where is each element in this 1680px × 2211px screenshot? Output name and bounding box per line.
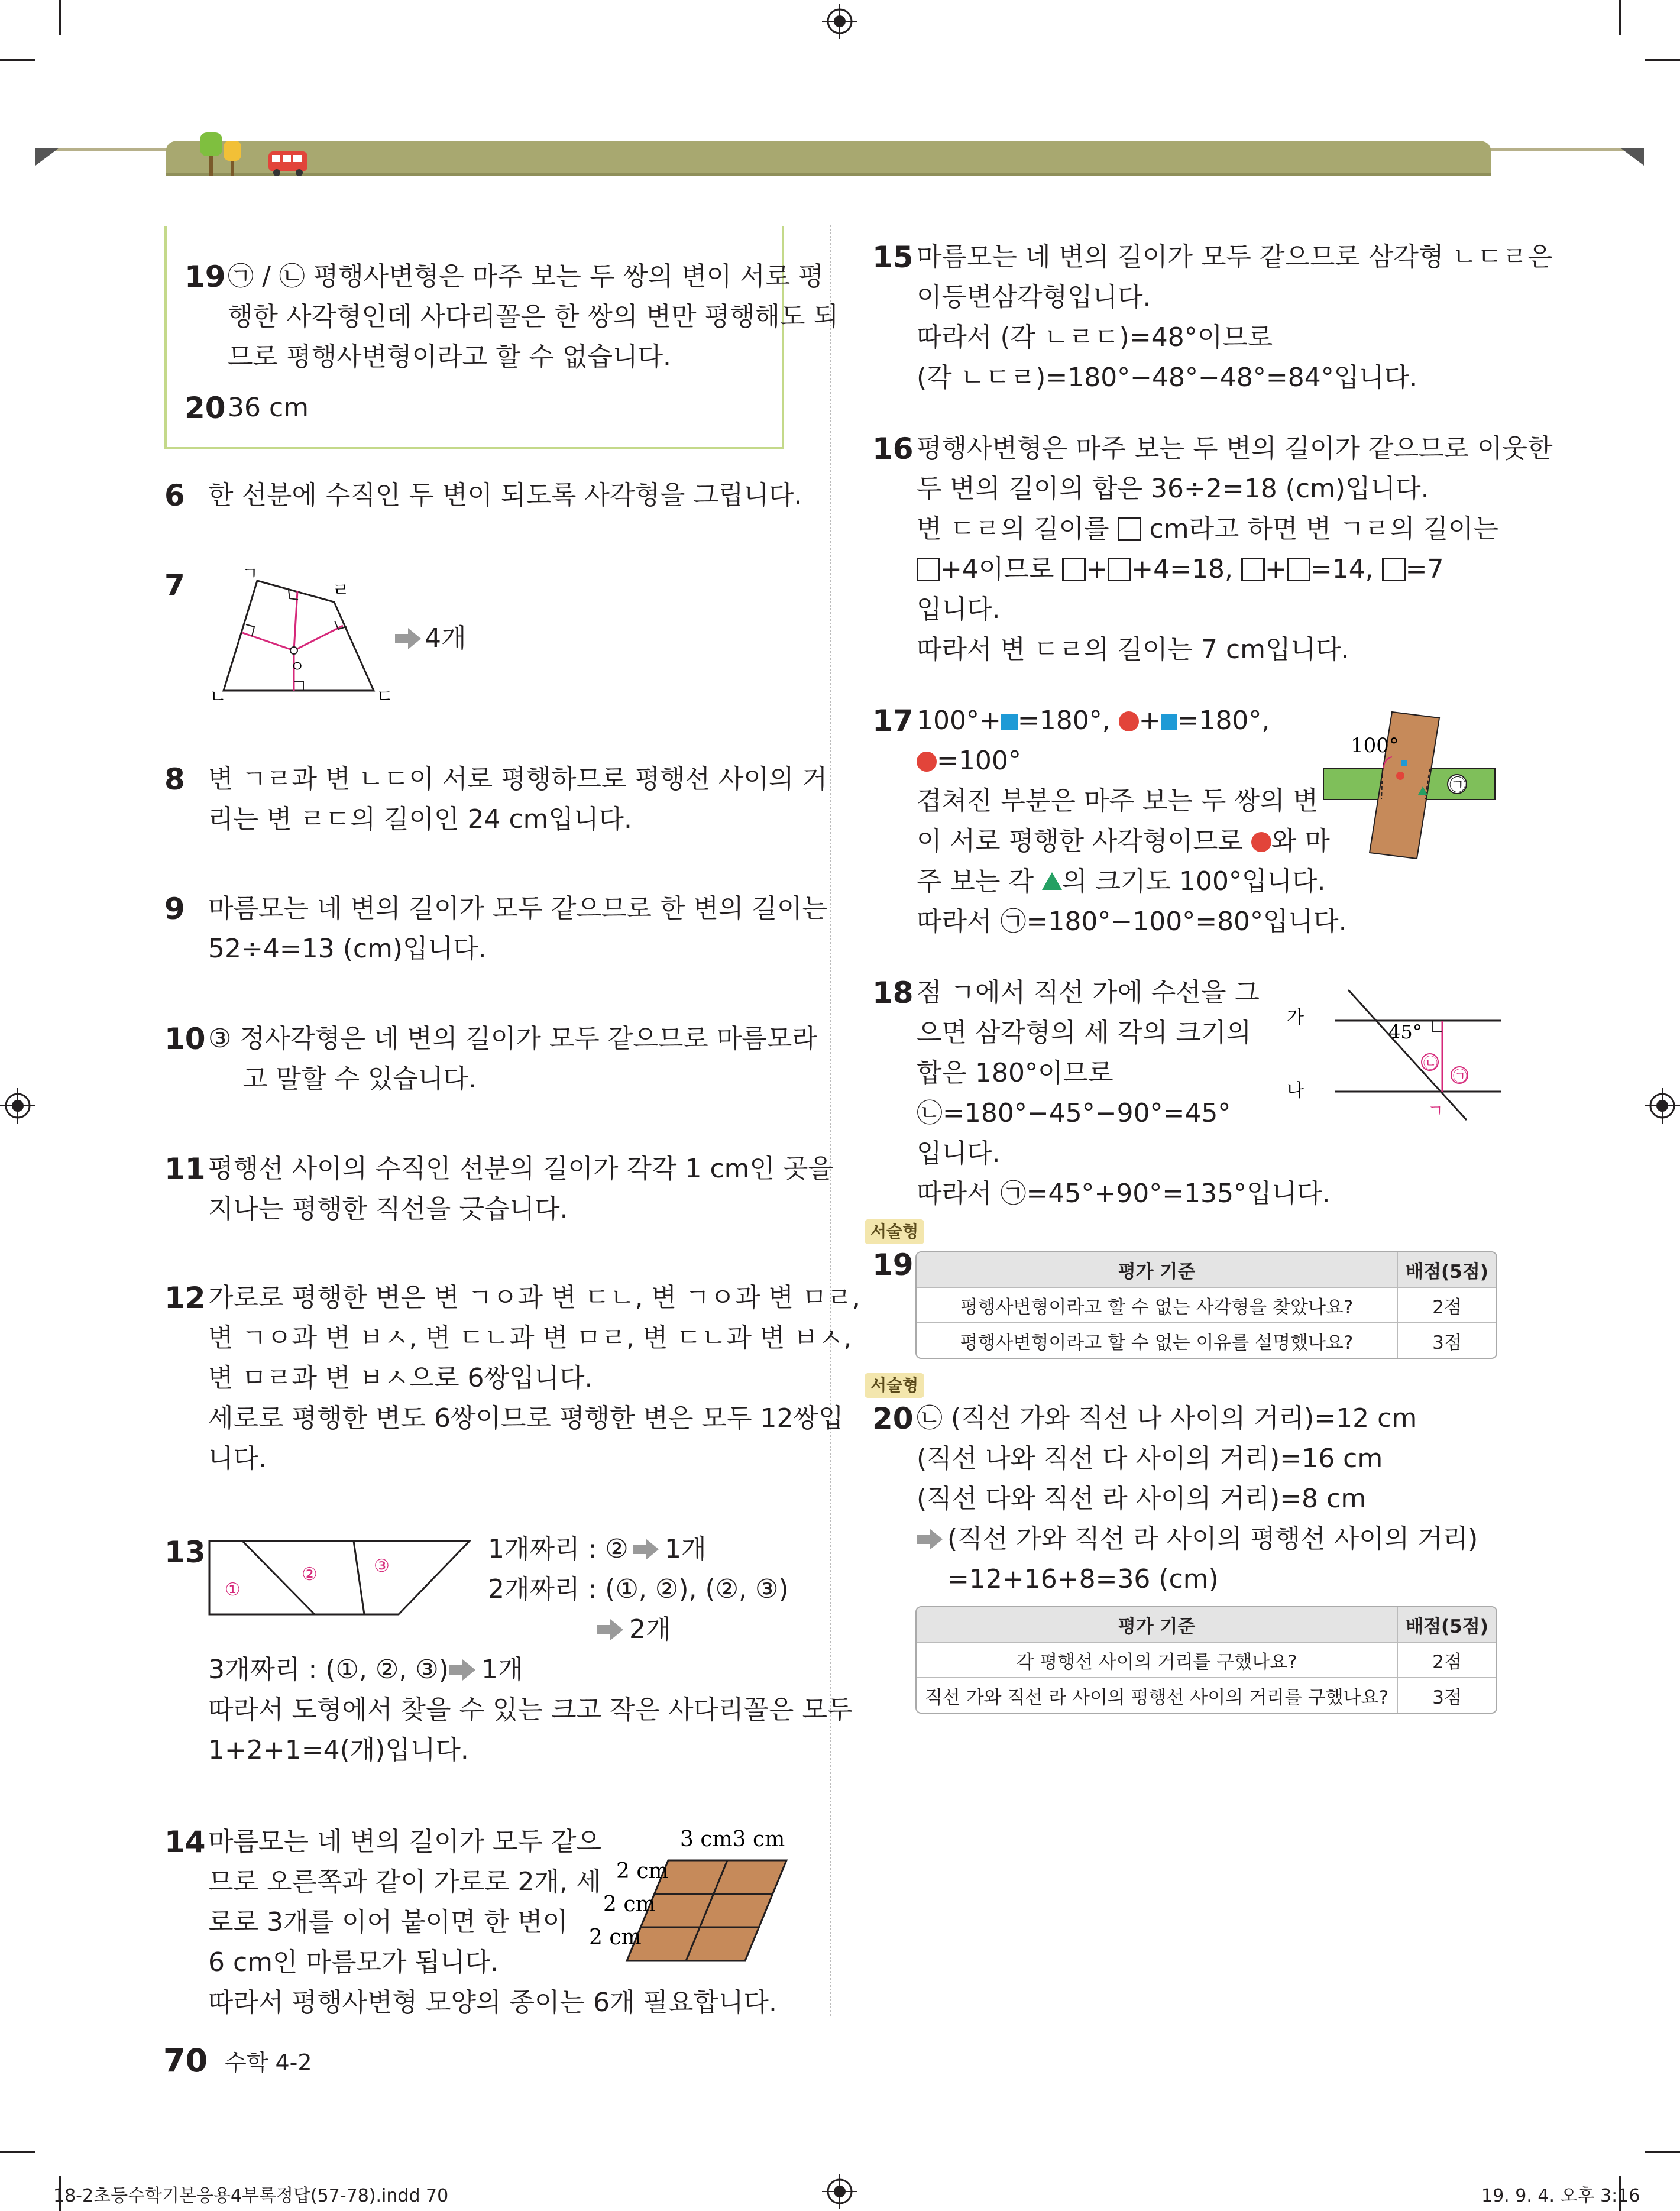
red-circle-icon xyxy=(1251,832,1271,852)
answer-line: ㉡=180°−45°−90°=45° xyxy=(917,1098,1231,1128)
answer-line: 므로 오른쪽과 같이 가로로 2개, 세 xyxy=(208,1867,601,1897)
answer-line: 지나는 평행한 직선을 긋습니다. xyxy=(208,1194,568,1224)
answer-line: 마름모는 네 변의 길이가 모두 같으므로 삼각형 ㄴㄷㄹ은 xyxy=(917,242,1553,272)
answer-line: =12+16+8=36 (cm) xyxy=(947,1564,1219,1594)
question-number: 13 xyxy=(164,1535,206,1569)
question-number: 7 xyxy=(164,568,185,603)
question-number: 8 xyxy=(164,762,185,797)
answer-line: 가로로 평행한 변은 변 ㄱㅇ과 변 ㄷㄴ, 변 ㄱㅇ과 변 ㅁㄹ, xyxy=(208,1283,860,1313)
question-number: 17 xyxy=(872,704,914,738)
question-number: 6 xyxy=(164,478,185,513)
figure-label: 45° xyxy=(1388,1021,1422,1043)
table-row: 평행사변형이라고 할 수 없는 사각형을 찾았나요? 2점 xyxy=(917,1287,1496,1322)
registration-mark-icon xyxy=(1645,1088,1680,1124)
essay-badge: 서술형 xyxy=(865,1219,924,1244)
trapezoid-figure xyxy=(207,1534,473,1623)
answer-line: 2개 xyxy=(629,1614,671,1645)
crossed-strips-figure xyxy=(1320,707,1497,862)
figure-label: ㉠ xyxy=(1453,1068,1467,1085)
blank-box-icon xyxy=(1382,558,1406,581)
answer-line: 주 보는 각 의 크기도 100°입니다. xyxy=(917,866,1326,896)
question-number: 15 xyxy=(872,240,914,274)
answer-line: 변 ㄱㅇ과 변 ㅂㅅ, 변 ㄷㄴ과 변 ㅁㄹ, 변 ㄷㄴ과 변 ㅂㅅ, xyxy=(208,1323,852,1353)
answer-line: 1개 xyxy=(481,1655,523,1685)
arrow-right-icon xyxy=(597,1619,623,1640)
answer-line: 2개짜리 : (①, ②), (②, ③) xyxy=(488,1574,789,1604)
crop-mark xyxy=(1619,0,1621,35)
answer-line: 고 말할 수 있습니다. xyxy=(242,1064,477,1094)
answer-line: 6 cm인 마름모가 됩니다. xyxy=(208,1947,499,1977)
figure-label: ③ xyxy=(374,1556,390,1576)
scoring-table xyxy=(915,1606,1497,1714)
answer-line: 합은 180°이므로 xyxy=(917,1058,1113,1088)
essay-badge: 서술형 xyxy=(865,1373,924,1398)
answer-line: ③ 정사각형은 네 변의 길이가 모두 같으므로 마름모라 xyxy=(208,1024,817,1054)
answer-line: 4개 xyxy=(425,623,467,653)
column-divider xyxy=(830,225,831,2016)
blank-box-icon xyxy=(1287,558,1310,581)
answer-line: 로로 3개를 이어 붙이면 한 변이 xyxy=(208,1907,568,1937)
answer-line: 한 선분에 수직인 두 변이 되도록 사각형을 그립니다. xyxy=(208,480,802,510)
red-circle-icon xyxy=(1119,711,1139,731)
answer-line: 따라서 평행사변형 모양의 종이는 6개 필요합니다. xyxy=(208,1987,777,2018)
answer-line: (각 ㄴㄷㄹ)=180°−48°−48°=84°입니다. xyxy=(917,362,1418,393)
answer-line: 평행사변형은 마주 보는 두 변의 길이가 같으므로 이웃한 xyxy=(917,433,1553,464)
answer-line: =100° xyxy=(917,740,1021,782)
figure-label: 3 cm3 cm xyxy=(680,1827,785,1851)
answer-line: 변 ㅁㄹ과 변 ㅂㅅ으로 6쌍입니다. xyxy=(208,1363,593,1393)
blank-box-icon xyxy=(1062,558,1086,581)
blue-square-icon xyxy=(1161,714,1177,730)
tree-icon xyxy=(194,127,259,177)
answer-line: (직선 다와 직선 라 사이의 거리)=8 cm xyxy=(917,1484,1367,1514)
green-triangle-icon xyxy=(1042,872,1062,890)
table-header: 평가 기준 배점(5점) xyxy=(917,1607,1496,1642)
answer-line: +4이므로 + +4=18, + =14, =7 xyxy=(917,549,1444,590)
blank-box-icon xyxy=(1241,558,1265,581)
table-row: 직선 가와 직선 라 사이의 평행선 사이의 거리를 구했나요? 3점 xyxy=(917,1677,1496,1713)
question-number: 14 xyxy=(164,1825,206,1859)
question-number: 19 xyxy=(184,260,226,294)
blank-box-icon xyxy=(1108,558,1131,581)
question-number: 19 xyxy=(872,1248,914,1282)
question-number: 16 xyxy=(872,432,914,466)
figure-label: 가 xyxy=(1287,1007,1304,1028)
figure-label: ㄴ xyxy=(209,687,226,704)
answer-line: 이 서로 평행한 사각형이므로 와 마 xyxy=(917,826,1331,856)
question-number: 10 xyxy=(164,1022,206,1056)
answer-line: 52÷4=13 (cm)입니다. xyxy=(208,934,487,964)
answer-line: 따라서 ㉠=180°−100°=80°입니다. xyxy=(917,907,1347,937)
footer-file-info: 18-2초등수학기본응용4부록정답(57-78).indd 70 xyxy=(53,2186,449,2206)
arrow-right-icon xyxy=(633,1539,659,1560)
question-number: 9 xyxy=(164,892,185,926)
red-circle-icon xyxy=(917,752,937,772)
scoring-table xyxy=(915,1251,1497,1359)
answer-line: 행한 사각형인데 사다리꼴은 한 쌍의 변만 평행해도 되 xyxy=(228,302,839,332)
figure-label: ㄱ xyxy=(1427,1101,1444,1121)
quadrilateral-figure xyxy=(201,568,396,704)
arrow-right-icon xyxy=(449,1659,475,1681)
answer-line: 36 cm xyxy=(228,393,309,423)
answer-line: 므로 평행사변형이라고 할 수 없습니다. xyxy=(228,342,671,372)
figure-label: 나 xyxy=(1287,1080,1304,1101)
question-number: 18 xyxy=(872,976,914,1010)
arrow-right-icon xyxy=(917,1529,943,1550)
table-row: 각 평행선 사이의 거리를 구했나요? 2점 xyxy=(917,1642,1496,1677)
answer-line: 겹쳐진 부분은 마주 보는 두 쌍의 변 xyxy=(917,786,1318,816)
figure-label: ㄱ xyxy=(241,568,258,584)
bus-icon xyxy=(267,149,310,177)
question-number: 12 xyxy=(164,1281,206,1315)
registration-mark-icon xyxy=(822,4,857,39)
answer-line: 따라서 (각 ㄴㄹㄷ)=48°이므로 xyxy=(917,322,1273,352)
figure-label: ㉡ xyxy=(1423,1055,1438,1071)
answer-line: 마름모는 네 변의 길이가 모두 같으므로 한 변의 길이는 xyxy=(208,894,827,924)
crop-mark xyxy=(0,2151,35,2153)
figure-label: 2 cm xyxy=(616,1859,669,1883)
footer-timestamp: 19. 9. 4. 오후 3:16 xyxy=(1481,2186,1640,2206)
answer-line: 마름모는 네 변의 길이가 모두 같으 xyxy=(208,1827,601,1857)
parallelogram-figure xyxy=(580,1825,792,1967)
parallel-lines-figure xyxy=(1282,982,1501,1124)
answer-line: 따라서 ㉠=45°+90°=135°입니다. xyxy=(917,1179,1331,1209)
answer-line: 으면 삼각형의 세 각의 크기의 xyxy=(917,1018,1251,1048)
answer-line: 두 변의 길이의 합은 36÷2=18 (cm)입니다. xyxy=(917,474,1429,504)
question-number: 11 xyxy=(164,1152,206,1186)
blank-box-icon xyxy=(917,558,940,581)
answer-line: 리는 변 ㄹㄷ의 길이인 24 cm입니다. xyxy=(208,804,633,834)
answer-line: 1+2+1=4(개)입니다. xyxy=(208,1735,469,1765)
crop-mark xyxy=(59,0,61,35)
blue-square-icon xyxy=(1001,714,1018,730)
registration-mark-icon xyxy=(822,2174,857,2209)
answer-line: 니다. xyxy=(208,1443,267,1474)
answer-line: ㉡ (직선 가와 직선 나 사이의 거리)=12 cm xyxy=(917,1403,1417,1433)
page-number: 70 xyxy=(163,2042,208,2079)
answer-line: 입니다. xyxy=(917,1138,1001,1168)
figure-label: ② xyxy=(302,1564,318,1585)
table-header: 평가 기준 배점(5점) xyxy=(917,1252,1496,1287)
question-number: 20 xyxy=(184,391,226,425)
figure-label: 2 cm xyxy=(589,1925,642,1950)
answer-line: (직선 나와 직선 다 사이의 거리)=16 cm xyxy=(917,1443,1383,1474)
registration-mark-icon xyxy=(0,1088,35,1124)
answer-line: ㉠ / ㉡ 평행사변형은 마주 보는 두 쌍의 변이 서로 평 xyxy=(228,261,824,292)
figure-label: ① xyxy=(225,1579,241,1600)
arrow-right-icon xyxy=(395,628,421,649)
table-row: 평행사변형이라고 할 수 없는 이유를 설명했나요? 3점 xyxy=(917,1322,1496,1358)
answer-line: 1개 xyxy=(665,1534,707,1564)
answer-line: 점 ㄱ에서 직선 가에 수선을 그 xyxy=(917,977,1260,1008)
figure-label: ㄹ xyxy=(332,580,349,601)
answer-line: 이등변삼각형입니다. xyxy=(917,282,1151,312)
figure-label: 2 cm xyxy=(603,1892,656,1917)
crop-mark xyxy=(1645,2151,1680,2153)
crop-mark xyxy=(1645,59,1680,61)
answer-line: 따라서 변 ㄷㄹ의 길이는 7 cm입니다. xyxy=(917,635,1349,665)
page-subject: 수학 4-2 xyxy=(225,2050,312,2076)
answer-line: 변 ㄷㄹ의 길이를 cm라고 하면 변 ㄱㄹ의 길이는 xyxy=(917,514,1499,544)
answer-line: 변 ㄱㄹ과 변 ㄴㄷ이 서로 평행하므로 평행선 사이의 거 xyxy=(208,764,827,794)
figure-label: 100° xyxy=(1351,734,1399,757)
answer-line: 평행선 사이의 수직인 선분의 길이가 각각 1 cm인 곳을 xyxy=(208,1154,834,1184)
answer-line: 1개짜리 : ② xyxy=(488,1534,629,1564)
figure-label: ㉠ xyxy=(1449,775,1467,795)
answer-line: 입니다. xyxy=(917,594,1001,624)
answer-line: 3개짜리 : (①, ②, ③) xyxy=(208,1655,449,1685)
answer-line: 따라서 도형에서 찾을 수 있는 크고 작은 사다리꼴은 모두 xyxy=(208,1695,853,1725)
question-number: 20 xyxy=(872,1401,914,1436)
crop-mark xyxy=(0,59,35,61)
answer-line: 100°+ =180°, + =180°, xyxy=(917,705,1270,736)
figure-label: ㅇ xyxy=(290,658,305,676)
blank-box-icon xyxy=(1118,517,1141,541)
answer-line: 세로로 평행한 변도 6쌍이므로 평행한 변은 모두 12쌍입 xyxy=(208,1403,844,1433)
answer-line: (직선 가와 직선 라 사이의 평행선 사이의 거리) xyxy=(947,1524,1478,1554)
figure-label: ㄷ xyxy=(376,687,393,704)
